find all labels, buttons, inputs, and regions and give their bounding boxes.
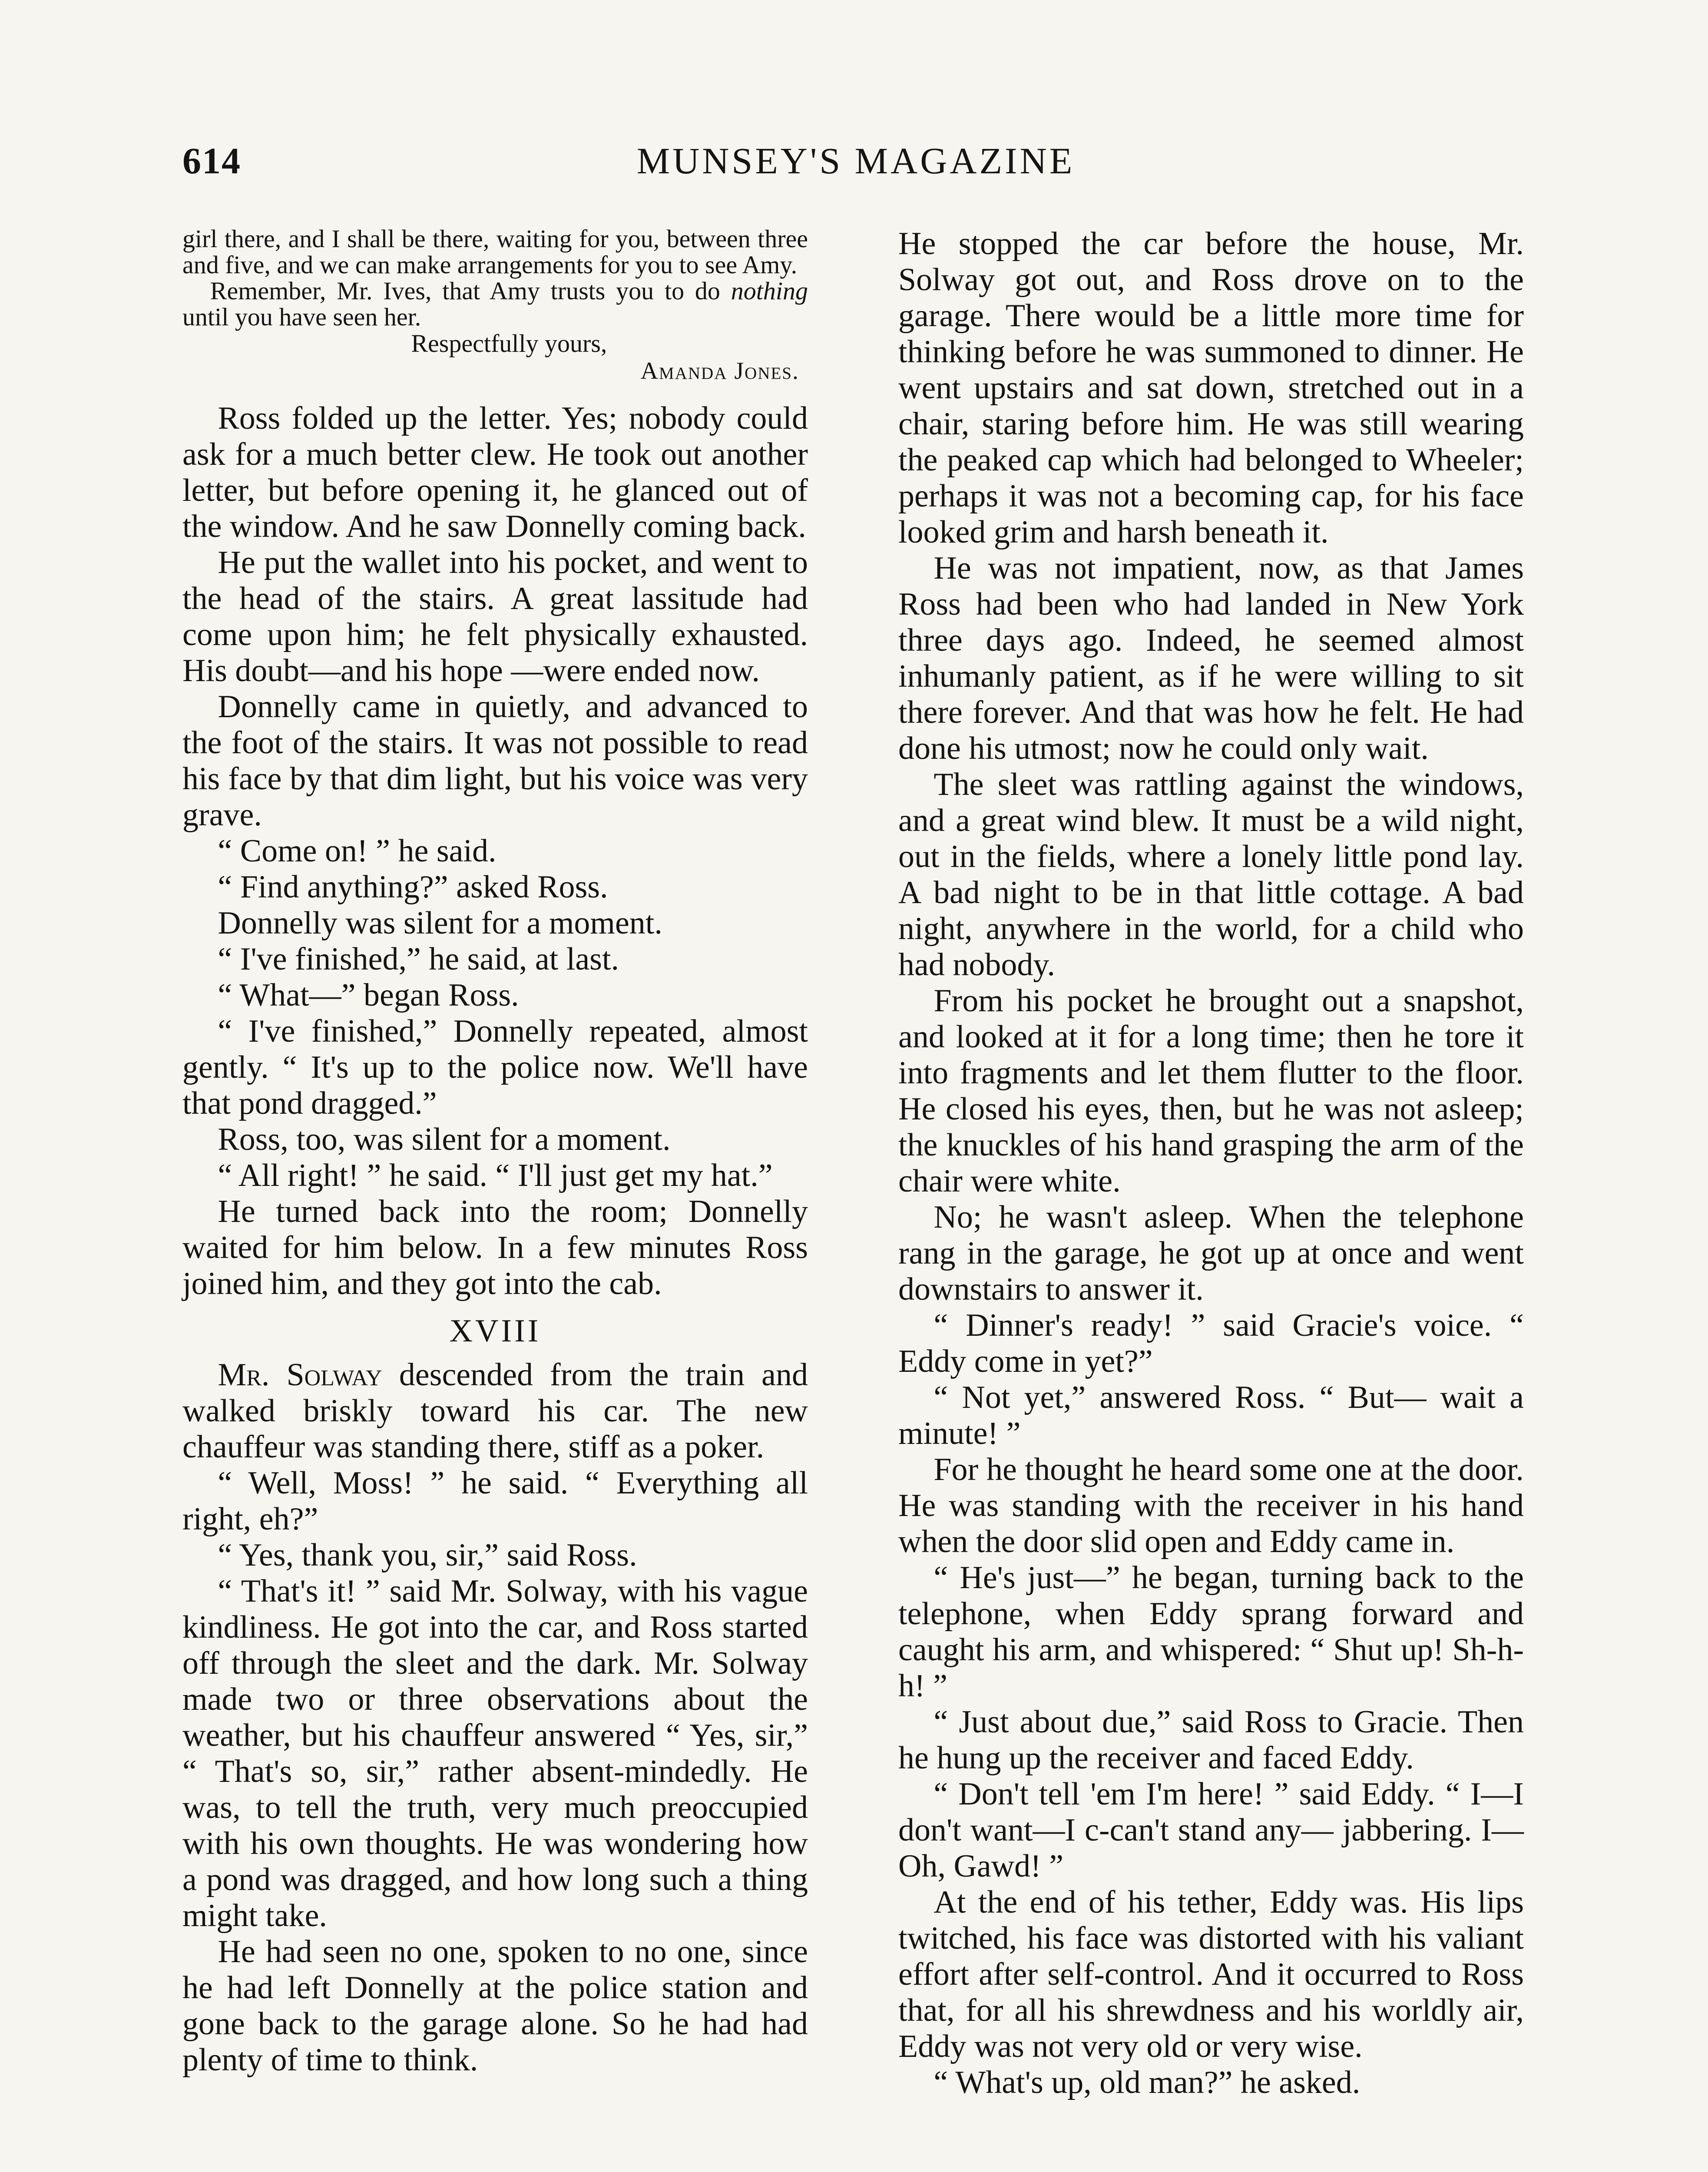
paragraph: He had seen no one, spoken to no one, since he had left Donnelly at the police station and gone back to the garage alone. So he had had plenty of time to think. bbox=[182, 1934, 808, 2078]
paragraph: “ I've finished,” Donnelly repeated, almost gently. “ It's up to the police now. We'll have that pond dragged.” bbox=[182, 1013, 808, 1121]
paragraph: “ Just about due,” said Ross to Gracie. Then he hung up the receiver and faced Eddy. bbox=[898, 1704, 1524, 1776]
right-column bbox=[898, 226, 1524, 2101]
emphasis: nothing bbox=[731, 277, 808, 305]
chapter-opening-paragraph: Mr. Solway descended from the train and walked briskly toward his car. The new chauffeur was standing there, stiff as a poker. bbox=[182, 1357, 808, 1465]
paragraph: Donnelly came in quietly, and advanced to the foot of the stairs. It was not possible to read his face by that dim light, but his voice was very grave. bbox=[182, 689, 808, 833]
paragraph: “ He's just—” he began, turning back to the telephone, when Eddy sprang forward and caught his arm, and whispered: “ Shut up! Sh-h-h! ” bbox=[898, 1560, 1524, 1704]
letter-signature: Amanda Jones. bbox=[640, 358, 799, 384]
paragraph: Ross, too, was silent for a moment. bbox=[218, 1122, 671, 1157]
paragraph: He put the wallet into his pocket, and went to the head of the stairs. A great lassitude had come upon him; he felt physically exhausted. His doubt—and his hope —were ended now. bbox=[182, 545, 808, 689]
paragraph: He was not impatient, now, as that James Ross had been who had landed in New York three days ago. Indeed, he seemed almost inhumanly patient, as if he were willing to sit there forever. And that was how he felt. He had done his utmost; now he could only wait. bbox=[898, 550, 1524, 766]
paragraph: “ Dinner's ready! ” said Gracie's voice. “ Eddy come in yet?” bbox=[898, 1308, 1524, 1379]
paragraph: He turned back into the room; Donnelly waited for him below. In a few minutes Ross joined him, and they got into the cab. bbox=[182, 1194, 808, 1301]
letter-closing: Respectfully yours, bbox=[411, 329, 607, 358]
paragraph: At the end of his tether, Eddy was. His lips twitched, his face was distorted with his valiant effort after self-control. And it occurred to Ross that, for all his shrewdness and his worldly air, Eddy was not very old or very wise. bbox=[898, 1884, 1524, 2064]
paragraph: “ That's it! ” said Mr. Solway, with his vague kindliness. He got into the car, and Ross started off through the sleet and the dark. Mr. Solway made two or three observations about the weather, but his chauffeur answered “ Yes, sir,” “ That's so, sir,” rather absent-mindedly. He was, to tell the truth, very much preoccupied with his own thoughts. He was wondering how a pond was dragged, and how long such a thing might take. bbox=[182, 1573, 808, 1934]
paragraph: “ Come on! ” he said. bbox=[218, 833, 497, 869]
paragraph: He stopped the car before the house, Mr. Solway got out, and Ross drove on to the garage. There would be a little more time for thinking before he was summoned to dinner. He went upstairs and sat down, stretched out in a chair, staring before him. He was still wearing the peaked cap which had belonged to Wheeler; perhaps it was not a becoming cap, for his face looked grim and harsh beneath it. bbox=[898, 226, 1524, 550]
paragraph: From his pocket he brought out a snapshot, and looked at it for a long time; then he tore it into fragments and let them flutter to the floor. He closed his eyes, then, but he was not asleep; the knuckles of his hand grasping the arm of the chair were white. bbox=[898, 983, 1524, 1199]
paragraph: Donnelly was silent for a moment. bbox=[218, 905, 662, 941]
letter-excerpt bbox=[182, 226, 808, 385]
paragraph: “ What—” began Ross. bbox=[218, 977, 519, 1013]
paragraph: “ Not yet,” answered Ross. “ But— wait a minute! ” bbox=[898, 1380, 1524, 1451]
paragraph: Ross folded up the letter. Yes; nobody could ask for a much better clew. He took out another letter, but before opening it, he glanced out of the window. And he saw Donnelly coming back. bbox=[182, 401, 808, 544]
paragraph: “ Yes, thank you, sir,” said Ross. bbox=[218, 1537, 637, 1573]
chapter-heading: XVIII bbox=[449, 1313, 541, 1349]
paragraph: “ Find anything?” asked Ross. bbox=[218, 869, 608, 905]
paragraph: The sleet was rattling against the windows, and a great wind blew. It must be a wild night, out in the fields, where a lonely little pond lay. A bad night to be in that little cottage. A bad night, anywhere in the world, for a child who had nobody. bbox=[898, 767, 1524, 983]
paragraph: “ What's up, old man?” he asked. bbox=[933, 2065, 1360, 2100]
page-number: 614 bbox=[182, 140, 241, 182]
left-column bbox=[182, 226, 808, 2078]
paragraph: “ Well, Moss! ” he said. “ Everything all right, eh?” bbox=[182, 1465, 808, 1537]
running-title: MUNSEY'S MAGAZINE bbox=[636, 140, 1075, 182]
opening-smallcaps: Mr. Solway bbox=[218, 1357, 382, 1393]
letter-paragraph: Remember, Mr. Ives, that Amy trusts you to do nothing until you have seen her. bbox=[182, 277, 808, 331]
paragraph: “ All right! ” he said. “ I'll just get my hat.” bbox=[218, 1158, 773, 1193]
paragraph: “ Don't tell 'em I'm here! ” said Eddy. “ I—I don't want—I c-can't stand any— jabbering. I— Oh, Gawd! ” bbox=[898, 1776, 1524, 1884]
page-header bbox=[182, 139, 1529, 200]
paragraph: No; he wasn't asleep. When the telephone rang in the garage, he got up at once and went downstairs to answer it. bbox=[898, 1199, 1524, 1307]
paragraph: “ I've finished,” he said, at last. bbox=[218, 941, 619, 977]
letter-paragraph: girl there, and I shall be there, waiting for you, between three and five, and we can make arrangements for you to see Amy. bbox=[182, 225, 808, 279]
paragraph: For he thought he heard some one at the door. He was standing with the receiver in his hand when the door slid open and Eddy came in. bbox=[898, 1452, 1524, 1559]
